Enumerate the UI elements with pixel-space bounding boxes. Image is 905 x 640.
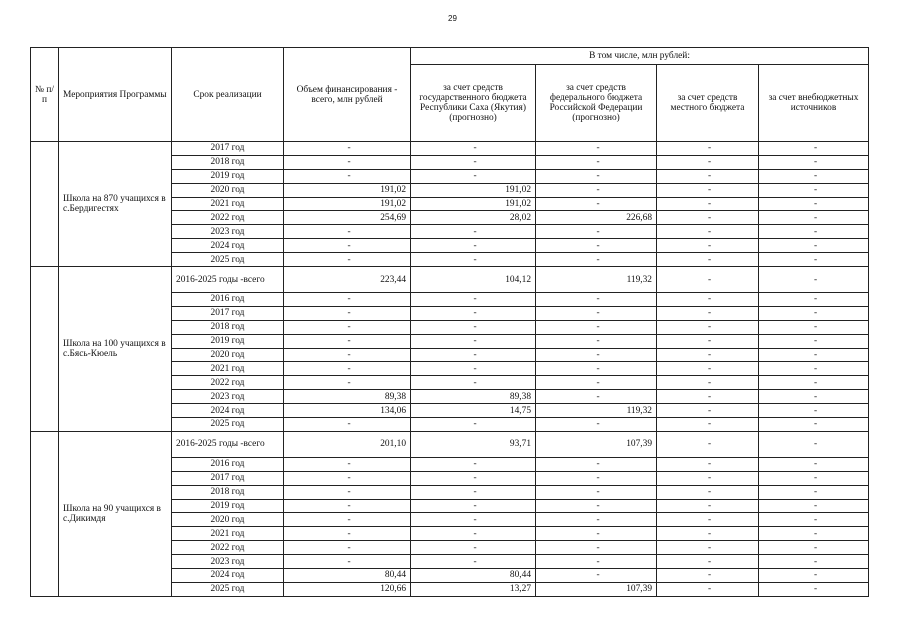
cell-period: 2024 год	[172, 404, 284, 418]
cell-extra: -	[759, 418, 869, 432]
cell-republic: -	[411, 169, 536, 183]
cell-republic: -	[411, 293, 536, 307]
header-number: № п/п	[31, 48, 59, 142]
cell-federal: -	[536, 418, 657, 432]
cell-extra: -	[759, 457, 869, 471]
cell-federal: -	[536, 334, 657, 348]
cell-total: -	[284, 293, 411, 307]
cell-extra: -	[759, 376, 869, 390]
cell-extra: -	[759, 404, 869, 418]
header-local-budget: за счет средств местного бюджета	[657, 65, 759, 142]
cell-federal: -	[536, 541, 657, 555]
cell-republic: -	[411, 513, 536, 527]
cell-republic: 14,75	[411, 404, 536, 418]
cell-measure: Школа на 90 учащихся в с.Дикимдя	[59, 431, 172, 596]
cell-republic: -	[411, 499, 536, 513]
cell-extra: -	[759, 348, 869, 362]
cell-local: -	[657, 471, 759, 485]
cell-total: -	[284, 142, 411, 156]
cell-federal: -	[536, 197, 657, 211]
cell-local: -	[657, 293, 759, 307]
cell-measure: Школа на 100 учащихся в с.Бясь-Кюель	[59, 267, 172, 432]
table-body	[31, 142, 869, 597]
cell-local: -	[657, 306, 759, 320]
header-period: Срок реализации	[172, 48, 284, 142]
cell-extra: -	[759, 527, 869, 541]
cell-federal: -	[536, 225, 657, 239]
header-measure: Мероприятия Программы	[59, 48, 172, 142]
cell-local: -	[657, 457, 759, 471]
cell-republic: -	[411, 334, 536, 348]
cell-federal: -	[536, 183, 657, 197]
cell-period: 2021 год	[172, 527, 284, 541]
table-row	[31, 267, 869, 293]
cell-total: 191,02	[284, 197, 411, 211]
cell-republic: -	[411, 471, 536, 485]
cell-total: 254,69	[284, 211, 411, 225]
table-row	[31, 142, 869, 156]
cell-measure: Школа на 870 учащихся в с.Бердигестях	[59, 142, 172, 267]
cell-republic: 191,02	[411, 197, 536, 211]
cell-republic: 89,38	[411, 390, 536, 404]
cell-local: -	[657, 513, 759, 527]
cell-republic: -	[411, 418, 536, 432]
cell-number	[31, 431, 59, 596]
cell-federal: -	[536, 320, 657, 334]
cell-local: -	[657, 211, 759, 225]
cell-local: -	[657, 225, 759, 239]
cell-period: 2019 год	[172, 499, 284, 513]
cell-total: -	[284, 457, 411, 471]
cell-local: -	[657, 527, 759, 541]
cell-federal: -	[536, 293, 657, 307]
cell-period: 2018 год	[172, 155, 284, 169]
cell-federal: -	[536, 457, 657, 471]
cell-number	[31, 267, 59, 432]
cell-republic: -	[411, 306, 536, 320]
header-group: В том числе, млн рублей:	[411, 48, 869, 65]
header-total: Объем финансирования - всего, млн рублей	[284, 48, 411, 142]
cell-period: 2019 год	[172, 334, 284, 348]
cell-federal: -	[536, 513, 657, 527]
cell-period: 2021 год	[172, 362, 284, 376]
cell-period: 2016-2025 годы -всего	[172, 431, 284, 457]
cell-federal: 119,32	[536, 267, 657, 293]
cell-period: 2024 год	[172, 569, 284, 583]
cell-period: 2020 год	[172, 183, 284, 197]
cell-federal: 119,32	[536, 404, 657, 418]
cell-total: -	[284, 527, 411, 541]
cell-local: -	[657, 183, 759, 197]
cell-total: -	[284, 513, 411, 527]
cell-federal: -	[536, 471, 657, 485]
cell-republic: -	[411, 362, 536, 376]
cell-extra: -	[759, 267, 869, 293]
cell-republic: -	[411, 457, 536, 471]
cell-total: 191,02	[284, 183, 411, 197]
cell-federal: -	[536, 362, 657, 376]
cell-period: 2021 год	[172, 197, 284, 211]
cell-federal: -	[536, 155, 657, 169]
cell-republic: -	[411, 253, 536, 267]
cell-extra: -	[759, 555, 869, 569]
cell-republic: -	[411, 485, 536, 499]
cell-period: 2024 год	[172, 239, 284, 253]
cell-local: -	[657, 320, 759, 334]
cell-total: 80,44	[284, 569, 411, 583]
cell-federal: -	[536, 142, 657, 156]
cell-period: 2019 год	[172, 169, 284, 183]
cell-local: -	[657, 348, 759, 362]
cell-total: -	[284, 499, 411, 513]
cell-extra: -	[759, 293, 869, 307]
cell-extra: -	[759, 362, 869, 376]
cell-period: 2023 год	[172, 390, 284, 404]
cell-period: 2022 год	[172, 541, 284, 555]
cell-republic: -	[411, 348, 536, 362]
cell-period: 2023 год	[172, 555, 284, 569]
cell-total: -	[284, 306, 411, 320]
cell-extra: -	[759, 169, 869, 183]
cell-period: 2017 год	[172, 142, 284, 156]
cell-extra: -	[759, 225, 869, 239]
cell-republic: 104,12	[411, 267, 536, 293]
cell-extra: -	[759, 499, 869, 513]
cell-local: -	[657, 142, 759, 156]
header-extra-budget: за счет внебюджетных источников	[759, 65, 869, 142]
cell-period: 2020 год	[172, 348, 284, 362]
cell-republic: -	[411, 527, 536, 541]
table-row	[31, 431, 869, 457]
cell-total: 89,38	[284, 390, 411, 404]
cell-total: -	[284, 348, 411, 362]
cell-local: -	[657, 362, 759, 376]
cell-total: -	[284, 169, 411, 183]
cell-total: -	[284, 253, 411, 267]
cell-federal: -	[536, 348, 657, 362]
cell-local: -	[657, 555, 759, 569]
cell-total: -	[284, 239, 411, 253]
cell-local: -	[657, 569, 759, 583]
cell-period: 2022 год	[172, 376, 284, 390]
cell-period: 2016 год	[172, 293, 284, 307]
cell-local: -	[657, 582, 759, 596]
cell-local: -	[657, 334, 759, 348]
cell-federal: -	[536, 390, 657, 404]
cell-total: -	[284, 555, 411, 569]
cell-federal: -	[536, 239, 657, 253]
cell-federal: -	[536, 499, 657, 513]
cell-period: 2018 год	[172, 485, 284, 499]
cell-federal: -	[536, 569, 657, 583]
cell-federal: 107,39	[536, 582, 657, 596]
header-federal-budget: за счет средств федерального бюджета Российской Федерации (прогнозно)	[536, 65, 657, 142]
cell-local: -	[657, 169, 759, 183]
cell-extra: -	[759, 513, 869, 527]
cell-total: -	[284, 155, 411, 169]
cell-total: -	[284, 376, 411, 390]
cell-total: 134,06	[284, 404, 411, 418]
cell-republic: -	[411, 239, 536, 253]
cell-republic: 191,02	[411, 183, 536, 197]
cell-republic: 93,71	[411, 431, 536, 457]
cell-extra: -	[759, 485, 869, 499]
cell-extra: -	[759, 431, 869, 457]
cell-federal: 107,39	[536, 431, 657, 457]
cell-extra: -	[759, 306, 869, 320]
cell-period: 2022 год	[172, 211, 284, 225]
cell-republic: -	[411, 555, 536, 569]
cell-local: -	[657, 390, 759, 404]
cell-local: -	[657, 376, 759, 390]
cell-extra: -	[759, 239, 869, 253]
cell-extra: -	[759, 155, 869, 169]
cell-local: -	[657, 418, 759, 432]
cell-extra: -	[759, 541, 869, 555]
cell-local: -	[657, 197, 759, 211]
cell-extra: -	[759, 197, 869, 211]
cell-extra: -	[759, 471, 869, 485]
cell-total: -	[284, 362, 411, 376]
cell-federal: -	[536, 306, 657, 320]
cell-republic: -	[411, 320, 536, 334]
cell-period: 2017 год	[172, 306, 284, 320]
cell-extra: -	[759, 253, 869, 267]
cell-period: 2016-2025 годы -всего	[172, 267, 284, 293]
cell-extra: -	[759, 320, 869, 334]
cell-total: 201,10	[284, 431, 411, 457]
cell-extra: -	[759, 582, 869, 596]
cell-federal: -	[536, 253, 657, 267]
cell-local: -	[657, 155, 759, 169]
cell-total: -	[284, 334, 411, 348]
cell-extra: -	[759, 569, 869, 583]
cell-local: -	[657, 485, 759, 499]
cell-federal: -	[536, 169, 657, 183]
cell-federal: -	[536, 527, 657, 541]
cell-total: -	[284, 485, 411, 499]
cell-period: 2018 год	[172, 320, 284, 334]
cell-period: 2025 год	[172, 582, 284, 596]
cell-republic: -	[411, 541, 536, 555]
cell-republic: -	[411, 376, 536, 390]
cell-period: 2025 год	[172, 253, 284, 267]
cell-period: 2017 год	[172, 471, 284, 485]
cell-republic: 80,44	[411, 569, 536, 583]
cell-local: -	[657, 253, 759, 267]
cell-local: -	[657, 431, 759, 457]
cell-local: -	[657, 499, 759, 513]
cell-extra: -	[759, 211, 869, 225]
page-number: 29	[448, 14, 457, 23]
cell-federal: -	[536, 485, 657, 499]
cell-republic: 28,02	[411, 211, 536, 225]
cell-federal: 226,68	[536, 211, 657, 225]
cell-period: 2025 год	[172, 418, 284, 432]
financing-table	[30, 47, 869, 597]
cell-local: -	[657, 267, 759, 293]
cell-period: 2016 год	[172, 457, 284, 471]
header-republic-budget: за счет средств государственного бюджета Республики Саха (Якутия) (прогнозно)	[411, 65, 536, 142]
cell-local: -	[657, 404, 759, 418]
cell-extra: -	[759, 334, 869, 348]
cell-republic: -	[411, 155, 536, 169]
cell-federal: -	[536, 376, 657, 390]
cell-local: -	[657, 239, 759, 253]
cell-federal: -	[536, 555, 657, 569]
cell-total: -	[284, 225, 411, 239]
cell-extra: -	[759, 142, 869, 156]
cell-extra: -	[759, 390, 869, 404]
cell-total: -	[284, 418, 411, 432]
cell-republic: -	[411, 142, 536, 156]
cell-total: 120,66	[284, 582, 411, 596]
cell-period: 2023 год	[172, 225, 284, 239]
cell-republic: 13,27	[411, 582, 536, 596]
cell-republic: -	[411, 225, 536, 239]
cell-total: -	[284, 320, 411, 334]
cell-total: -	[284, 471, 411, 485]
cell-total: -	[284, 541, 411, 555]
cell-period: 2020 год	[172, 513, 284, 527]
cell-total: 223,44	[284, 267, 411, 293]
cell-local: -	[657, 541, 759, 555]
cell-extra: -	[759, 183, 869, 197]
cell-number	[31, 142, 59, 267]
